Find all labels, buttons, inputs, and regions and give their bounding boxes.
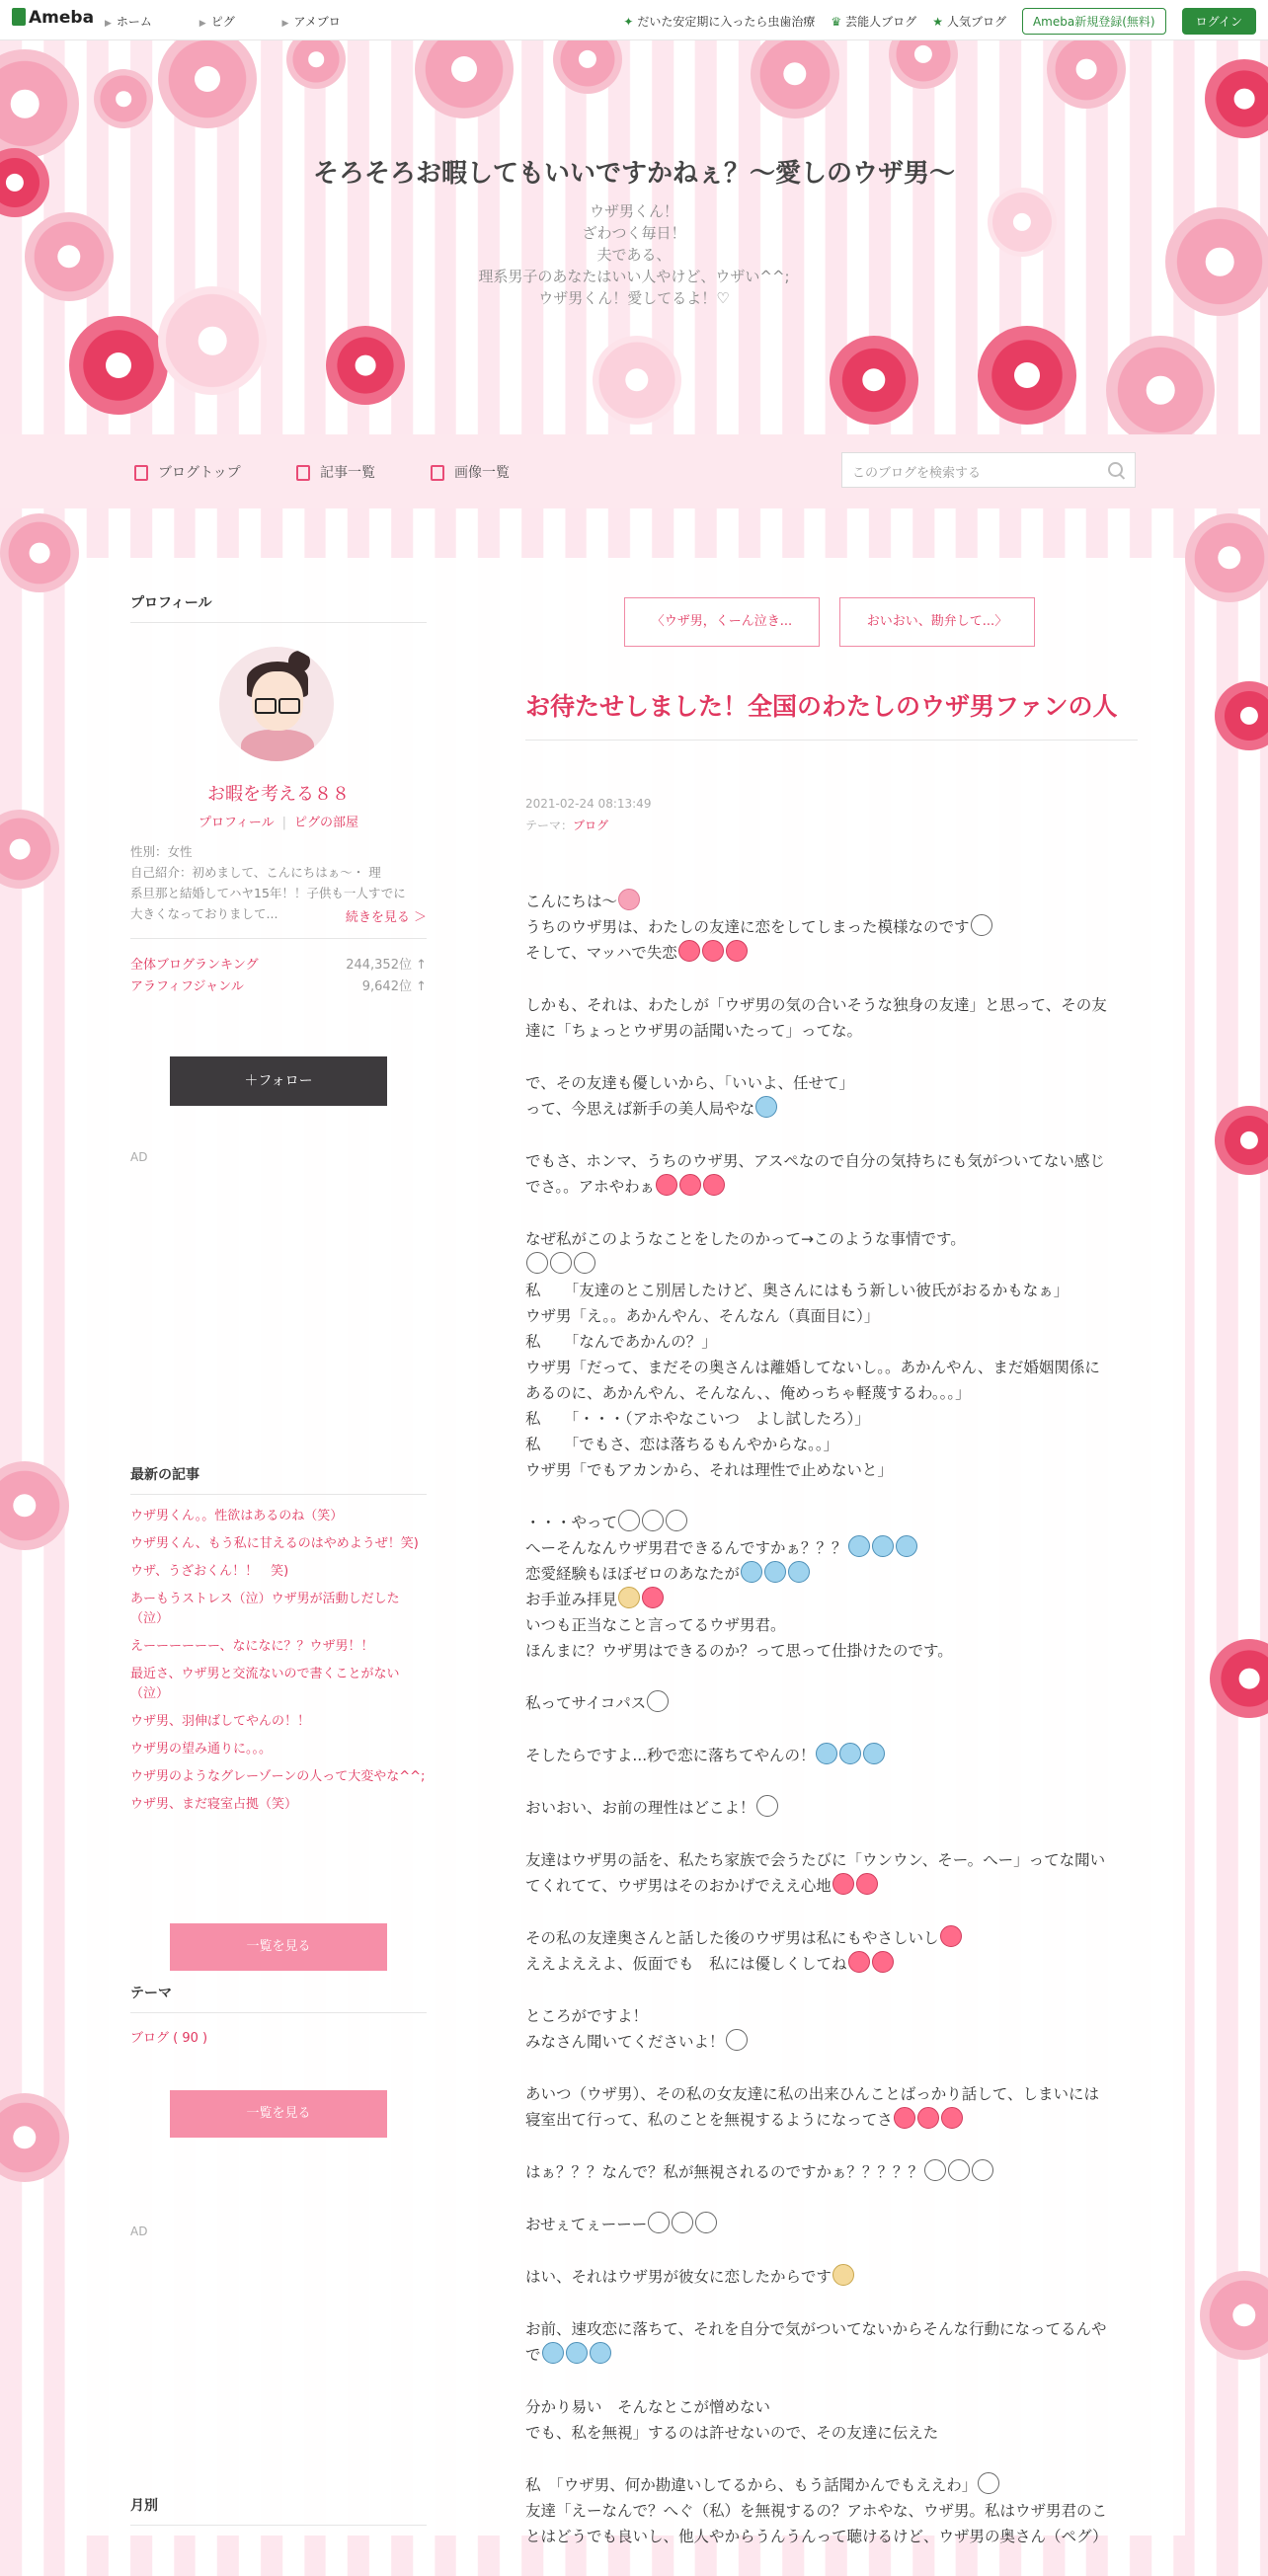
face-emoji-icon	[542, 2342, 564, 2364]
monthly-section	[130, 2495, 427, 2526]
face-emoji-icon	[618, 1510, 640, 1531]
profile-more-link[interactable]: 続きを見る ＞	[345, 910, 427, 925]
face-emoji-icon	[839, 1743, 861, 1764]
pink-face-emoji-icon	[618, 889, 640, 910]
face-emoji-icon	[872, 1535, 894, 1557]
recent-article-item[interactable]: えーーーーーー、なになに？？ウザ男！！	[130, 1639, 374, 1654]
paragraph: 分かり易い そんなとこが憎めない でも、私を無視」するのは許せないので、その友達に伝えた	[525, 2398, 939, 2442]
theme-heading: テーマ	[130, 1983, 427, 2013]
top-nav	[105, 13, 384, 30]
nav-blog-top[interactable]: ブログトップ	[134, 462, 241, 482]
plum-flower-decoration	[830, 336, 918, 425]
profile-heading: プロフィール	[130, 592, 427, 623]
paragraph: なぜ私がこのようなことをしたのかって→このような事情です。 私 「友達のとこ別居したけど、奥さんにはもう新しい彼氏がおるかもなぁ」 ウザ男「え。。あかんやん、そんなん（真面目に）」 私 「なんであかんの？」 ウザ男「だって、まだその奥さんは離婚してないし。。あかんやん、まだ婚姻関係に あるのに、あかんやん、そんなん、、俺めっちゃ軽蔑するわ。。。」 私 「・・・（アホやなこいつ よし試したろ）」 私 「でもさ、恋は落ちるもんやからな。。」 ウザ男「でもアカンから、それは理性で止めないと」	[525, 1230, 1100, 1479]
star-icon: ✦	[623, 15, 634, 29]
face-emoji-icon	[648, 2212, 670, 2233]
heart-emoji-icon	[642, 1587, 664, 1608]
angry-emoji-icon	[917, 2107, 939, 2129]
nav-image-list[interactable]: 画像一覧	[431, 462, 510, 482]
top-nav-ameblo[interactable]: ▶ アメブロ	[281, 15, 341, 29]
dog-emoji-icon	[832, 2264, 854, 2286]
face-emoji-icon	[647, 1690, 669, 1712]
ranking-overall-label[interactable]: 全体ブログランキング	[130, 958, 259, 973]
next-article-button[interactable]: おいおい、勘弁して...〉	[839, 597, 1035, 647]
paragraph: しかも、それは、わたしが「ウザ男の気の合いそうな独身の友達」と思って、その友 達に「ちょっとウザ男の話聞いたって」ってな。	[525, 996, 1107, 1040]
face-emoji-icon	[972, 2159, 993, 2181]
ameba-logo-icon	[12, 8, 26, 26]
paragraph: で、その友達も優しいから、「いいよ、任せて」 って、今思えば新手の美人局やな	[525, 1074, 854, 1118]
face-emoji-icon	[948, 2159, 970, 2181]
theme-item[interactable]: ブログ ( 90 )	[130, 2031, 208, 2046]
paragraph: あいつ（ウザ男）、その私の女友達に私の出来ひんことばっかり話して、しまいには 寝室出て行って、私のことを無視するようになってさ	[525, 2085, 1099, 2129]
plum-flower-decoration	[0, 49, 79, 158]
recent-article-item[interactable]: ウザ男、羽伸ばしてやんの！！	[130, 1714, 311, 1729]
article-date: 2021-02-24 08:13:49	[525, 797, 652, 811]
face-emoji-icon	[896, 1535, 917, 1557]
face-emoji-icon	[924, 2159, 946, 2181]
plum-flower-decoration	[0, 1461, 69, 1550]
crying-emoji-icon	[702, 940, 724, 962]
plum-flower-decoration	[978, 326, 1076, 425]
face-emoji-icon	[618, 1587, 640, 1608]
follow-button[interactable]: ＋フォロー	[170, 1056, 387, 1106]
plum-flower-decoration	[286, 39, 346, 89]
face-emoji-icon	[741, 1561, 762, 1583]
crying-emoji-icon	[656, 1174, 677, 1196]
register-button[interactable]: Ameba新規登録(無料)	[1022, 8, 1166, 35]
recent-article-item[interactable]: ウザ男くん、もう私に甘えるのはやめようぜ！笑)	[130, 1536, 419, 1551]
article-theme-link[interactable]: ブログ	[573, 819, 609, 832]
face-emoji-icon	[978, 2472, 999, 2494]
heart-emoji-icon	[872, 1951, 894, 1973]
prev-article-button[interactable]: 〈ウザ男，くーん泣き...	[624, 597, 820, 647]
face-emoji-icon	[726, 2029, 748, 2051]
monthly-heading: 月別	[130, 2495, 427, 2526]
top-link-popular[interactable]: ★ 人気ブログ	[932, 15, 1006, 29]
ad-label: AD	[130, 1150, 148, 1164]
paragraph: 私ってサイコパス	[525, 1690, 1138, 1716]
heart-emoji-icon	[856, 1873, 878, 1895]
chevron-right-icon: 〉	[994, 614, 1008, 629]
recent-list-button[interactable]: 一覧を見る	[170, 1923, 387, 1971]
star-icon: ★	[932, 15, 943, 29]
heart-emoji-icon	[848, 1951, 870, 1973]
plum-flower-decoration	[0, 810, 59, 889]
recent-article-item[interactable]: あーもうストレス（泣）ウザ男が活動しだした（泣）	[130, 1592, 400, 1626]
paragraph: ・・・やって へーそんなんウザ男君できるんですかぁ？？？ 恋愛経験もほぼゼロのあなたが お手並み拝見 いつも正当なこと言ってるウザ男君。 ほんまに？ウザ男はできるのか？って思って仕掛けたのです。	[525, 1510, 1138, 1664]
theme-section	[130, 1983, 427, 2046]
heart-emoji-icon	[832, 1873, 854, 1895]
recent-article-item[interactable]: 最近さ、ウザ男と交流ないので書くことがない（泣）	[130, 1667, 400, 1701]
profile-bio: 性別：女性 自己紹介：初めまして、こんにちはぁ〜・ 理 系旦那と結婚してハヤ15年！！子供も一人すでに 大きくなっておりまして...	[130, 844, 406, 921]
plum-flower-decoration	[1200, 2271, 1268, 2360]
blog-nav	[0, 434, 1268, 508]
recent-heading: 最新の記事	[130, 1464, 427, 1495]
plum-flower-decoration	[158, 39, 257, 128]
blog-description: ウザ男くん！ ざわつく毎日！ 夫である、 理系男子のあなたはいい人やけど、ウザい^^; ウザ男くん！愛してるよ！♡	[478, 202, 790, 307]
angry-emoji-icon	[941, 2107, 963, 2129]
recent-article-item[interactable]: ウザ男くん。。性欲はあるのね（笑）	[130, 1509, 344, 1523]
plum-flower-decoration	[0, 2093, 69, 2182]
triangle-icon: ▶	[105, 19, 112, 29]
plum-flower-decoration	[1210, 1639, 1268, 1718]
theme-list-button[interactable]: 一覧を見る	[170, 2090, 387, 2138]
paragraph: こんにちは〜 うちのウザ男は、わたしの友達に恋をしてしまった模様なのです そして、マッハで失恋	[525, 889, 1138, 966]
paragraph: でもさ、ホンマ、うちのウザ男、アスペなので自分の気持ちにも気がついてない感じ でさ。。アホやわぁ	[525, 1152, 1105, 1196]
crying-emoji-icon	[679, 1174, 701, 1196]
paragraph: おせぇてぇーーー	[525, 2212, 1138, 2237]
profile-link[interactable]: プロフィール	[198, 816, 275, 830]
top-nav-pigg[interactable]: ▶ ピグ	[198, 15, 235, 29]
top-link-trend[interactable]: ✦ だいた安定期に入ったら虫歯治療	[623, 15, 816, 29]
face-emoji-icon	[863, 1743, 885, 1764]
article-pager	[525, 597, 1138, 647]
face-emoji-icon	[764, 1561, 786, 1583]
plum-flower-decoration	[1106, 336, 1215, 434]
plum-flower-decoration	[889, 39, 958, 89]
paragraph: はい、それはウザ男が彼女に恋したからです	[525, 2264, 1138, 2290]
plum-flower-decoration	[69, 316, 168, 415]
face-emoji-icon	[672, 2212, 693, 2233]
paragraph: 友達はウザ男の話を、私たち家族で会うたびに「ウンウン、そー。へー」ってな聞い てくれてて、ウザ男はそのおかげでええ心地	[525, 1851, 1106, 1895]
plum-flower-decoration	[326, 326, 405, 405]
recent-article-item[interactable]: ウザ男の望み通りに。。。	[130, 1742, 273, 1756]
sidebar	[130, 592, 427, 2514]
plum-flower-decoration	[1185, 513, 1268, 602]
top-link-celebrity[interactable]: ♛ 芸能人ブログ	[831, 15, 917, 29]
plum-flower-decoration	[94, 69, 153, 128]
plum-flower-decoration	[593, 336, 681, 425]
paragraph: ところがですよ！ みなさん聞いてくださいよ！	[525, 2003, 1138, 2055]
recent-article-item[interactable]: ウザ男のようなグレーゾーンの人って大変やな^^;	[130, 1769, 426, 1784]
book-icon	[134, 465, 148, 481]
blog-search-input[interactable]: このブログを検索する	[841, 452, 1136, 488]
face-emoji-icon	[666, 1510, 687, 1531]
paragraph: そしたらですよ...秒で恋に落ちてやんの！	[525, 1743, 1138, 1768]
plum-flower-decoration	[0, 513, 79, 592]
ranking	[130, 938, 427, 997]
plum-flower-decoration	[1205, 59, 1268, 138]
plum-flower-decoration	[1215, 1106, 1268, 1175]
paragraph: おいおい、お前の理性はどこよ！	[525, 1795, 1138, 1821]
main-content	[83, 558, 1185, 2545]
plum-flower-decoration	[1047, 39, 1126, 109]
recent-article-item[interactable]: ウザ男、まだ寝室占拠（笑）	[130, 1797, 298, 1812]
ranking-overall-value: 244,352位 ↑	[346, 958, 427, 973]
face-emoji-icon	[590, 2342, 611, 2364]
plum-flower-decoration	[751, 39, 839, 118]
face-emoji-icon	[788, 1561, 810, 1583]
paragraph: 私 「ウザ男、何か勘違いしてるから、もう話聞かんでもええわ」 友達「えーなんで？へぐ（私）を無視するの？アホやな、ウザ男。私はウザ男君のこ とはどうでも良いし、他人やからうんうんって聴けるけど、ウザ男の奥さん（ペグ）	[525, 2472, 1138, 2549]
paragraph: お前、速攻恋に落ちて、それを自分で気がついてないからそんな行動になってるんや で	[525, 2320, 1107, 2364]
avatar[interactable]	[219, 647, 334, 761]
face-emoji-icon	[695, 2212, 717, 2233]
chevron-left-icon: 〈	[651, 614, 665, 629]
face-emoji-icon	[526, 1252, 548, 1274]
crying-emoji-icon	[726, 940, 748, 962]
ranking-genre-value: 9,642位 ↑	[361, 979, 427, 994]
crying-emoji-icon	[703, 1174, 725, 1196]
nav-article-list[interactable]: 記事一覧	[296, 462, 375, 482]
triangle-icon: ▶	[198, 19, 206, 29]
face-emoji-icon	[566, 2342, 588, 2364]
blog-title[interactable]: そろそろお暇してもいいですかねぇ？〜愛しのウザ男〜	[312, 159, 955, 189]
crown-icon: ♛	[831, 15, 842, 29]
plum-flower-decoration	[553, 39, 622, 94]
article-title[interactable]: お待たせしました！全国のわたしのウザ男ファンの人	[525, 688, 1138, 741]
login-button[interactable]: ログイン	[1182, 8, 1256, 35]
face-emoji-icon	[971, 914, 992, 936]
documents-icon	[296, 465, 310, 481]
face-emoji-icon	[755, 1096, 777, 1118]
paragraph: その私の友達奥さんと話した後のウザ男は私にもやさしいし ええよええよ、仮面でも 私には優しくしてね	[525, 1925, 1138, 1977]
recent-article-item[interactable]: ウザ、うざおくん！！ 笑)	[130, 1564, 289, 1579]
recent-articles	[130, 1464, 427, 1823]
top-bar	[0, 0, 1268, 40]
search-icon[interactable]	[1108, 462, 1123, 477]
face-emoji-icon	[756, 1795, 778, 1817]
article-body	[525, 889, 1138, 2576]
crying-emoji-icon	[678, 940, 700, 962]
article-meta: 2021-02-24 08:13:49 テーマ：ブログ	[525, 793, 651, 836]
face-emoji-icon	[550, 1252, 572, 1274]
angry-emoji-icon	[894, 2107, 915, 2129]
face-emoji-icon	[848, 1535, 870, 1557]
ameba-logo[interactable]: Ameba	[12, 8, 94, 28]
heart-emoji-icon	[940, 1925, 962, 1947]
triangle-icon: ▶	[281, 19, 289, 29]
plum-flower-decoration	[415, 39, 514, 118]
profile-name[interactable]: お暇を考える８８	[207, 784, 350, 805]
paragraph: はぁ？？？なんで？私が無視されるのですかぁ？？？？？	[525, 2159, 1138, 2185]
profile-links: プロフィール | ピグの部屋	[198, 816, 359, 830]
blog-header	[0, 39, 1268, 434]
top-nav-home[interactable]: ▶ ホーム	[105, 15, 152, 29]
ad-label: AD	[130, 2225, 148, 2238]
face-emoji-icon	[574, 1252, 595, 1274]
face-emoji-icon	[816, 1743, 837, 1764]
face-emoji-icon	[642, 1510, 664, 1531]
plum-flower-decoration	[1215, 681, 1268, 750]
pigg-room-link[interactable]: ピグの部屋	[294, 816, 359, 830]
ranking-genre-label[interactable]: アラフィフジャンル	[130, 979, 244, 994]
camera-icon	[431, 465, 444, 481]
